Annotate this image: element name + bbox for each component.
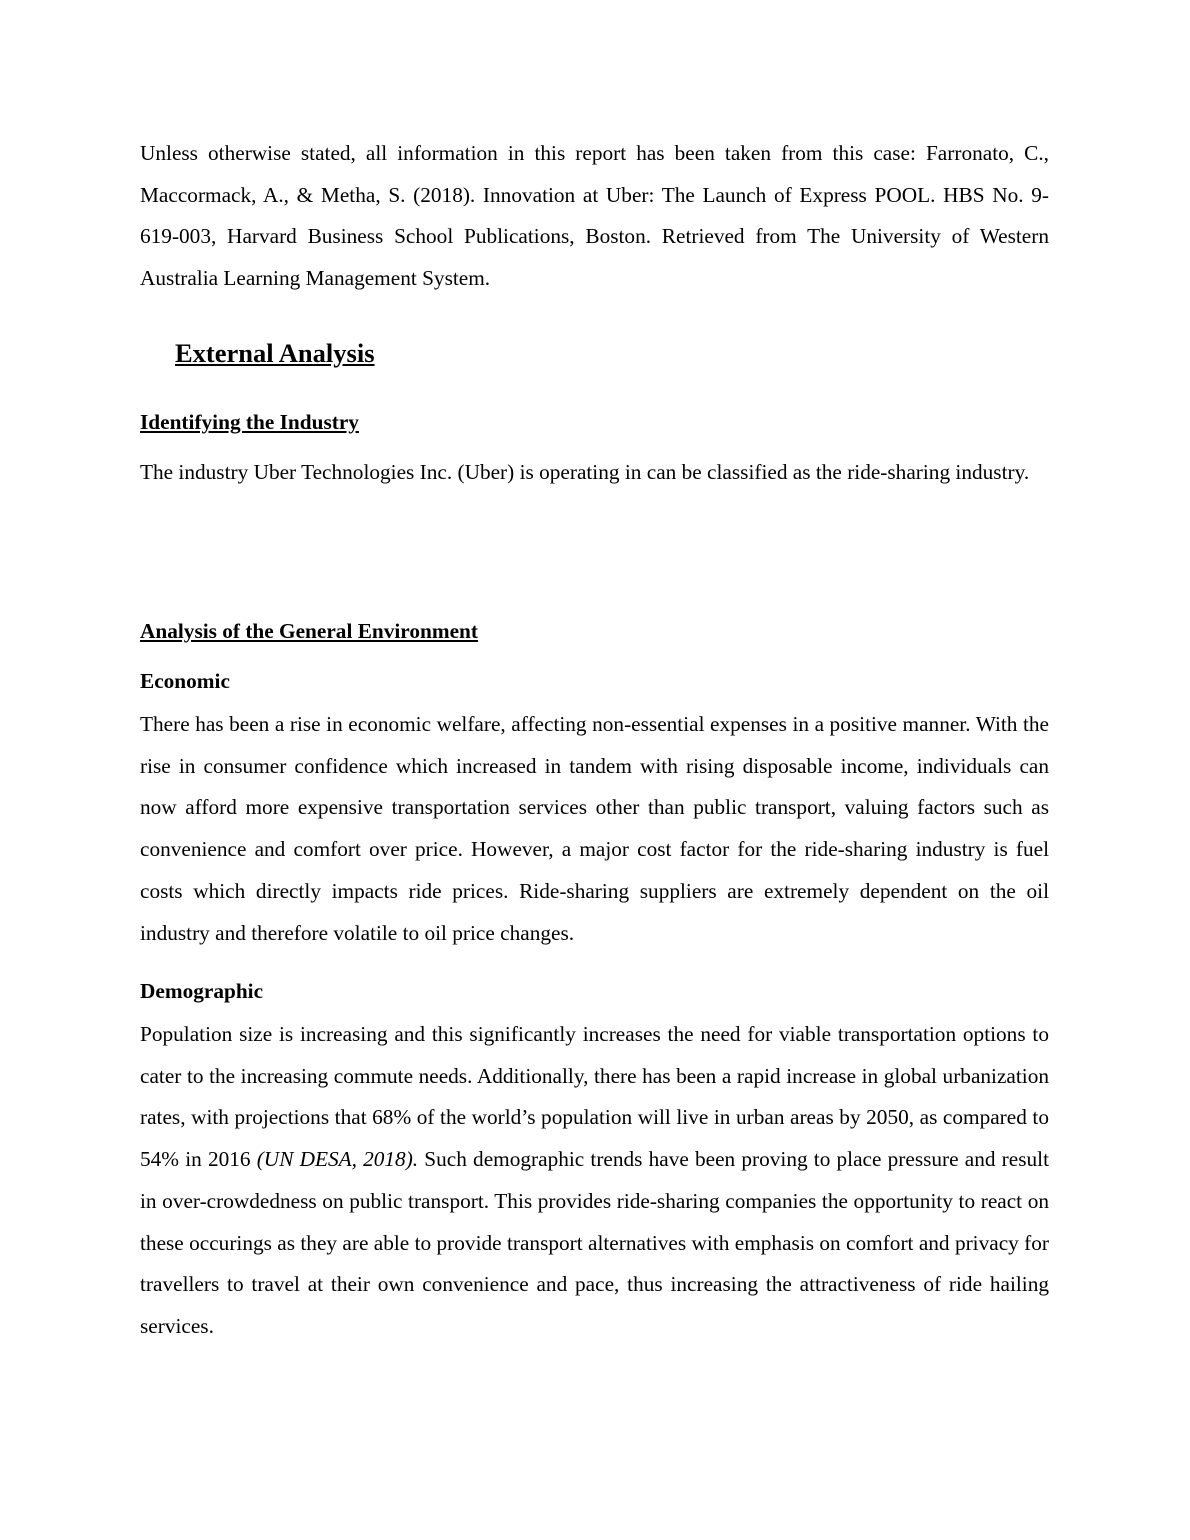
economic-paragraph: There has been a rise in economic welfare, affecting non-essential expenses in a positive manner. With the rise in consumer confidence which increased in tandem with rising disposable income, individuals can now afford more expensive transportation services other than public transport, valuing factors such as convenience and comfort over price. However, a major cost factor for the ride-sharing industry is fuel costs which directly impacts ride prices. Ride-sharing suppliers are extremely dependent on the oil industry and therefore volatile to oil price changes.	[140, 712, 1049, 945]
intro-paragraph: Unless otherwise stated, all information in this report has been taken from this case: Farronato, C., Maccormack, A., & Metha, S. (2018). Innovation at Uber: The Launch of Express POOL. HBS No. 9-619-003, Harvard Business School Publications, Boston. Retrieved from The University of Western Australia Learning Management System.	[140, 141, 1049, 291]
industry-paragraph: The industry Uber Technologies Inc. (Uber) is operating in can be classified as the ride-sharing industry.	[140, 460, 1030, 484]
demographic-text-1: Population size is increasing and this significantly increases the need for viable transportation options to cater to the increasing commute needs. Additionally, there has been a rapid increase in global urbanization rates, with projections that 68% of the world’s population will live in urban areas by 2050, as compared to 54% in 2016	[140, 1022, 1049, 1172]
section-heading-external-analysis: External Analysis	[175, 338, 375, 368]
demographic-paragraph	[140, 1014, 1049, 1348]
heading-economic: Economic	[140, 669, 230, 693]
citation: (UN DESA, 2018).	[256, 1147, 419, 1172]
subheading-identifying-industry: Identifying the Industry	[140, 410, 359, 434]
subheading-general-environment: Analysis of the General Environment	[140, 619, 478, 643]
demographic-text-2: Such demographic trends have been proving to place pressure and result in over-crowdedness on public transport. This provides ride-sharing companies the opportunity to react on these occurings as they are able to provide transport alternatives with emphasis on comfort and privacy for travellers to travel at their own convenience and pace, thus increasing the attractiveness of ride hailing services.	[140, 1147, 1049, 1338]
heading-demographic: Demographic	[140, 979, 264, 1003]
